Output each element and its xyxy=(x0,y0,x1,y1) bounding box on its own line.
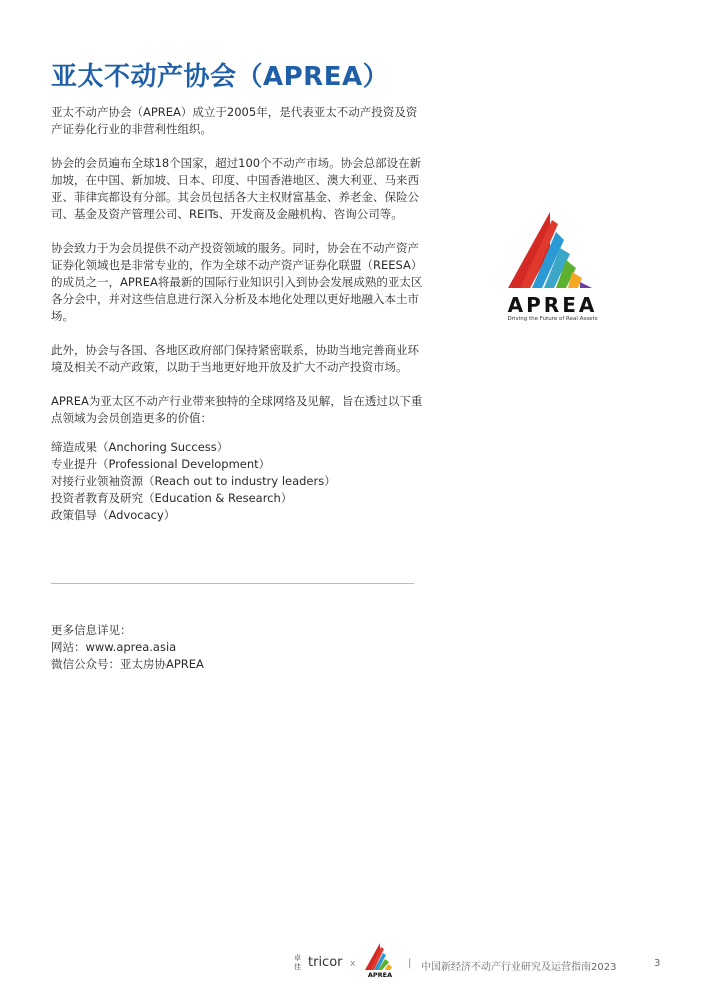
collab-x: x xyxy=(350,959,356,969)
footer-logo-wordmark: APREA xyxy=(367,971,393,979)
logo-wordmark: APREA xyxy=(507,293,598,317)
footer-title: 中国新经济不动产行业研究及运营指南2023 xyxy=(421,962,617,973)
section-divider xyxy=(51,583,414,584)
aprea-footer-logo-icon xyxy=(362,942,398,980)
footer-separator: | xyxy=(408,958,412,969)
value-list xyxy=(51,439,423,524)
list-item: 缔造成果（Anchoring Success） xyxy=(51,440,229,454)
contact-info xyxy=(51,622,204,673)
page-title: 亚太不动产协会（APREA） xyxy=(51,62,390,92)
contact-heading: 更多信息详见： xyxy=(51,623,132,637)
list-item: 专业提升（Professional Development） xyxy=(51,457,271,471)
paragraph-services: 协会致力于为会员提供不动产投资领域的服务。同时，协会在不动产资产证券化领域也是非常专业的，作为全球不动产资产证券化联盟（REESA）的成员之一，APREA将最新的国际行业知识引入到协会发展成熟的亚太区各分会中，并对这些信息进行深入分析及本地化处理以更好地融入本土市场。 xyxy=(51,241,423,323)
page-footer xyxy=(290,940,690,980)
list-item: 投资者教育及研究（Education & Research） xyxy=(51,491,293,505)
paragraph-government: 此外，协会与各国、各地区政府部门保持紧密联系，协助当地完善商业环境及相关不动产政策，以助于当地更好地开放及扩大不动产投资市场。 xyxy=(51,343,419,374)
paragraph-intro: 亚太不动产协会（APREA）成立于2005年，是代表亚太不动产投资及资产证券化行业的非营利性组织。 xyxy=(51,105,418,136)
list-item: 对接行业领袖资源（Reach out to industry leaders） xyxy=(51,474,336,488)
aprea-triangle-icon xyxy=(500,210,605,292)
paragraph-members: 协会的会员遍布全球18个国家，超过100个不动产市场。协会总部设在新加坡，在中国、新加坡、日本、印度、中国香港地区、澳大利亚、马来西亚、菲律宾都设有分部。其会员包括各大主权财富基金、养老金、保险公司、基金及资产管理公司、REITs、开发商及金融机构、咨询公司等。 xyxy=(51,156,422,221)
logo-tagline: Driving the Future of Real Assets xyxy=(507,316,598,322)
list-item: 政策倡导（Advocacy） xyxy=(51,508,176,522)
website-link[interactable]: 网站：www.aprea.asia xyxy=(51,640,177,654)
page-number: 3 xyxy=(654,958,661,969)
aprea-logo xyxy=(500,210,605,325)
tricor-mark-icon xyxy=(294,952,302,970)
body-content xyxy=(51,104,423,546)
wechat-account: 微信公众号：亚太房协APREA xyxy=(51,657,204,671)
paragraph-value: APREA为亚太区不动产行业带来独特的全球网络及见解，旨在透过以下重点领域为会员创造更多的价值： xyxy=(51,394,423,425)
tricor-logo: tricor xyxy=(308,955,343,970)
tricor-mark-char-2: 佳 xyxy=(294,963,301,970)
tricor-mark-char-1: 卓 xyxy=(294,954,301,962)
